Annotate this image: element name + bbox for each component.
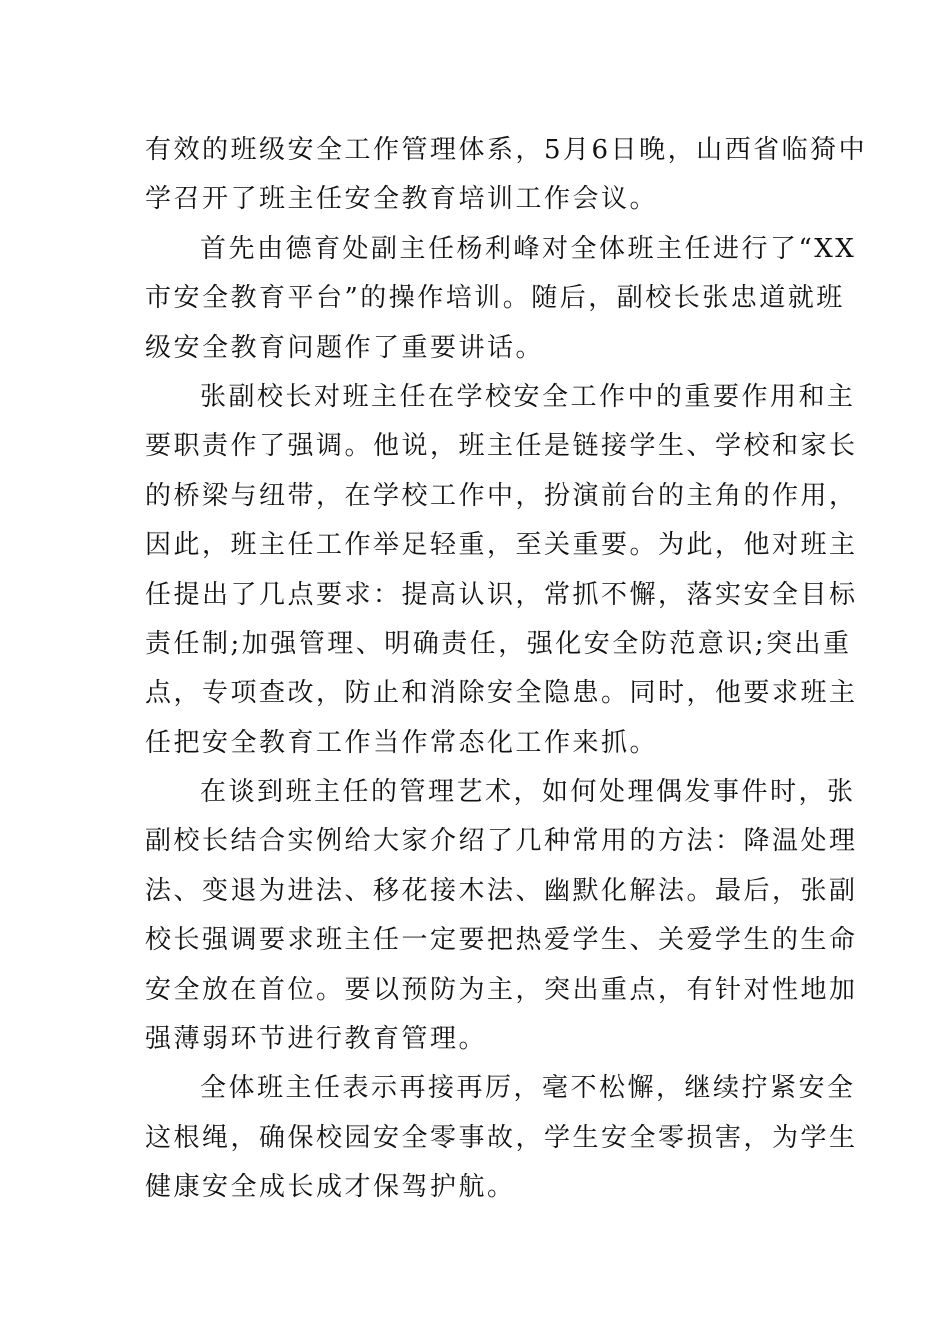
text-line: 首先由德育处副主任杨利峰对全体班主任进行了“XX <box>200 233 857 264</box>
paragraph-2 <box>145 225 857 373</box>
text-line: 任提出了几点要求：提高认识，常抓不懈，落实安全目标 <box>145 579 858 610</box>
paragraph-1 <box>145 126 868 225</box>
text-line: 责任制;加强管理、明确责任，强化安全防范意识;突出重 <box>145 628 852 659</box>
text-line: 张副校长对班主任在学校安全工作中的重要作用和主 <box>200 381 856 412</box>
text-line: 有效的班级安全工作管理体系，5月6日晚，山西省临猗中 <box>145 135 868 165</box>
text-line: 副校长结合实例给大家介绍了几种常用的方法：降温处理 <box>145 826 858 857</box>
text-line: 法、变退为进法、移花接木法、幽默化解法。最后，张副 <box>145 875 858 906</box>
text-line: 健康安全成长成才保驾护航。 <box>145 1172 516 1203</box>
text-line: 学召开了班主任安全教育培训工作会议。 <box>145 184 659 215</box>
text-line: 这根绳，确保校园安全零事故，学生安全零损害，为学生 <box>145 1122 858 1153</box>
text-line: 强薄弱环节进行教育管理。 <box>145 1024 488 1055</box>
document-body <box>145 126 868 1213</box>
text-line: 要职责作了强调。他说，班主任是链接学生、学校和家长 <box>145 431 858 462</box>
paragraph-5 <box>145 1064 858 1212</box>
text-line: 因此，班主任工作举足轻重，至关重要。为此，他对班主 <box>145 530 858 561</box>
text-line: 校长强调要求班主任一定要把热爱学生、关爱学生的生命 <box>145 925 858 956</box>
text-line: 级安全教育问题作了重要讲话。 <box>145 332 545 363</box>
text-line: 市安全教育平台”的操作培训。随后，副校长张忠道就班 <box>145 283 845 314</box>
text-line: 的桥梁与纽带，在学校工作中，扮演前台的主角的作用， <box>145 480 858 511</box>
text-line: 任把安全教育工作当作常态化工作来抓。 <box>145 727 659 758</box>
text-line: 在谈到班主任的管理艺术，如何处理偶发事件时，张 <box>200 777 856 808</box>
paragraph-4 <box>145 768 858 1064</box>
text-line: 安全放在首位。要以预防为主，突出重点，有针对性地加 <box>145 974 858 1005</box>
text-line: 全体班主任表示再接再厉，毫不松懈，继续拧紧安全 <box>200 1073 856 1104</box>
text-line: 点，专项查改，防止和消除安全隐患。同时，他要求班主 <box>145 678 858 709</box>
paragraph-3 <box>145 373 858 768</box>
